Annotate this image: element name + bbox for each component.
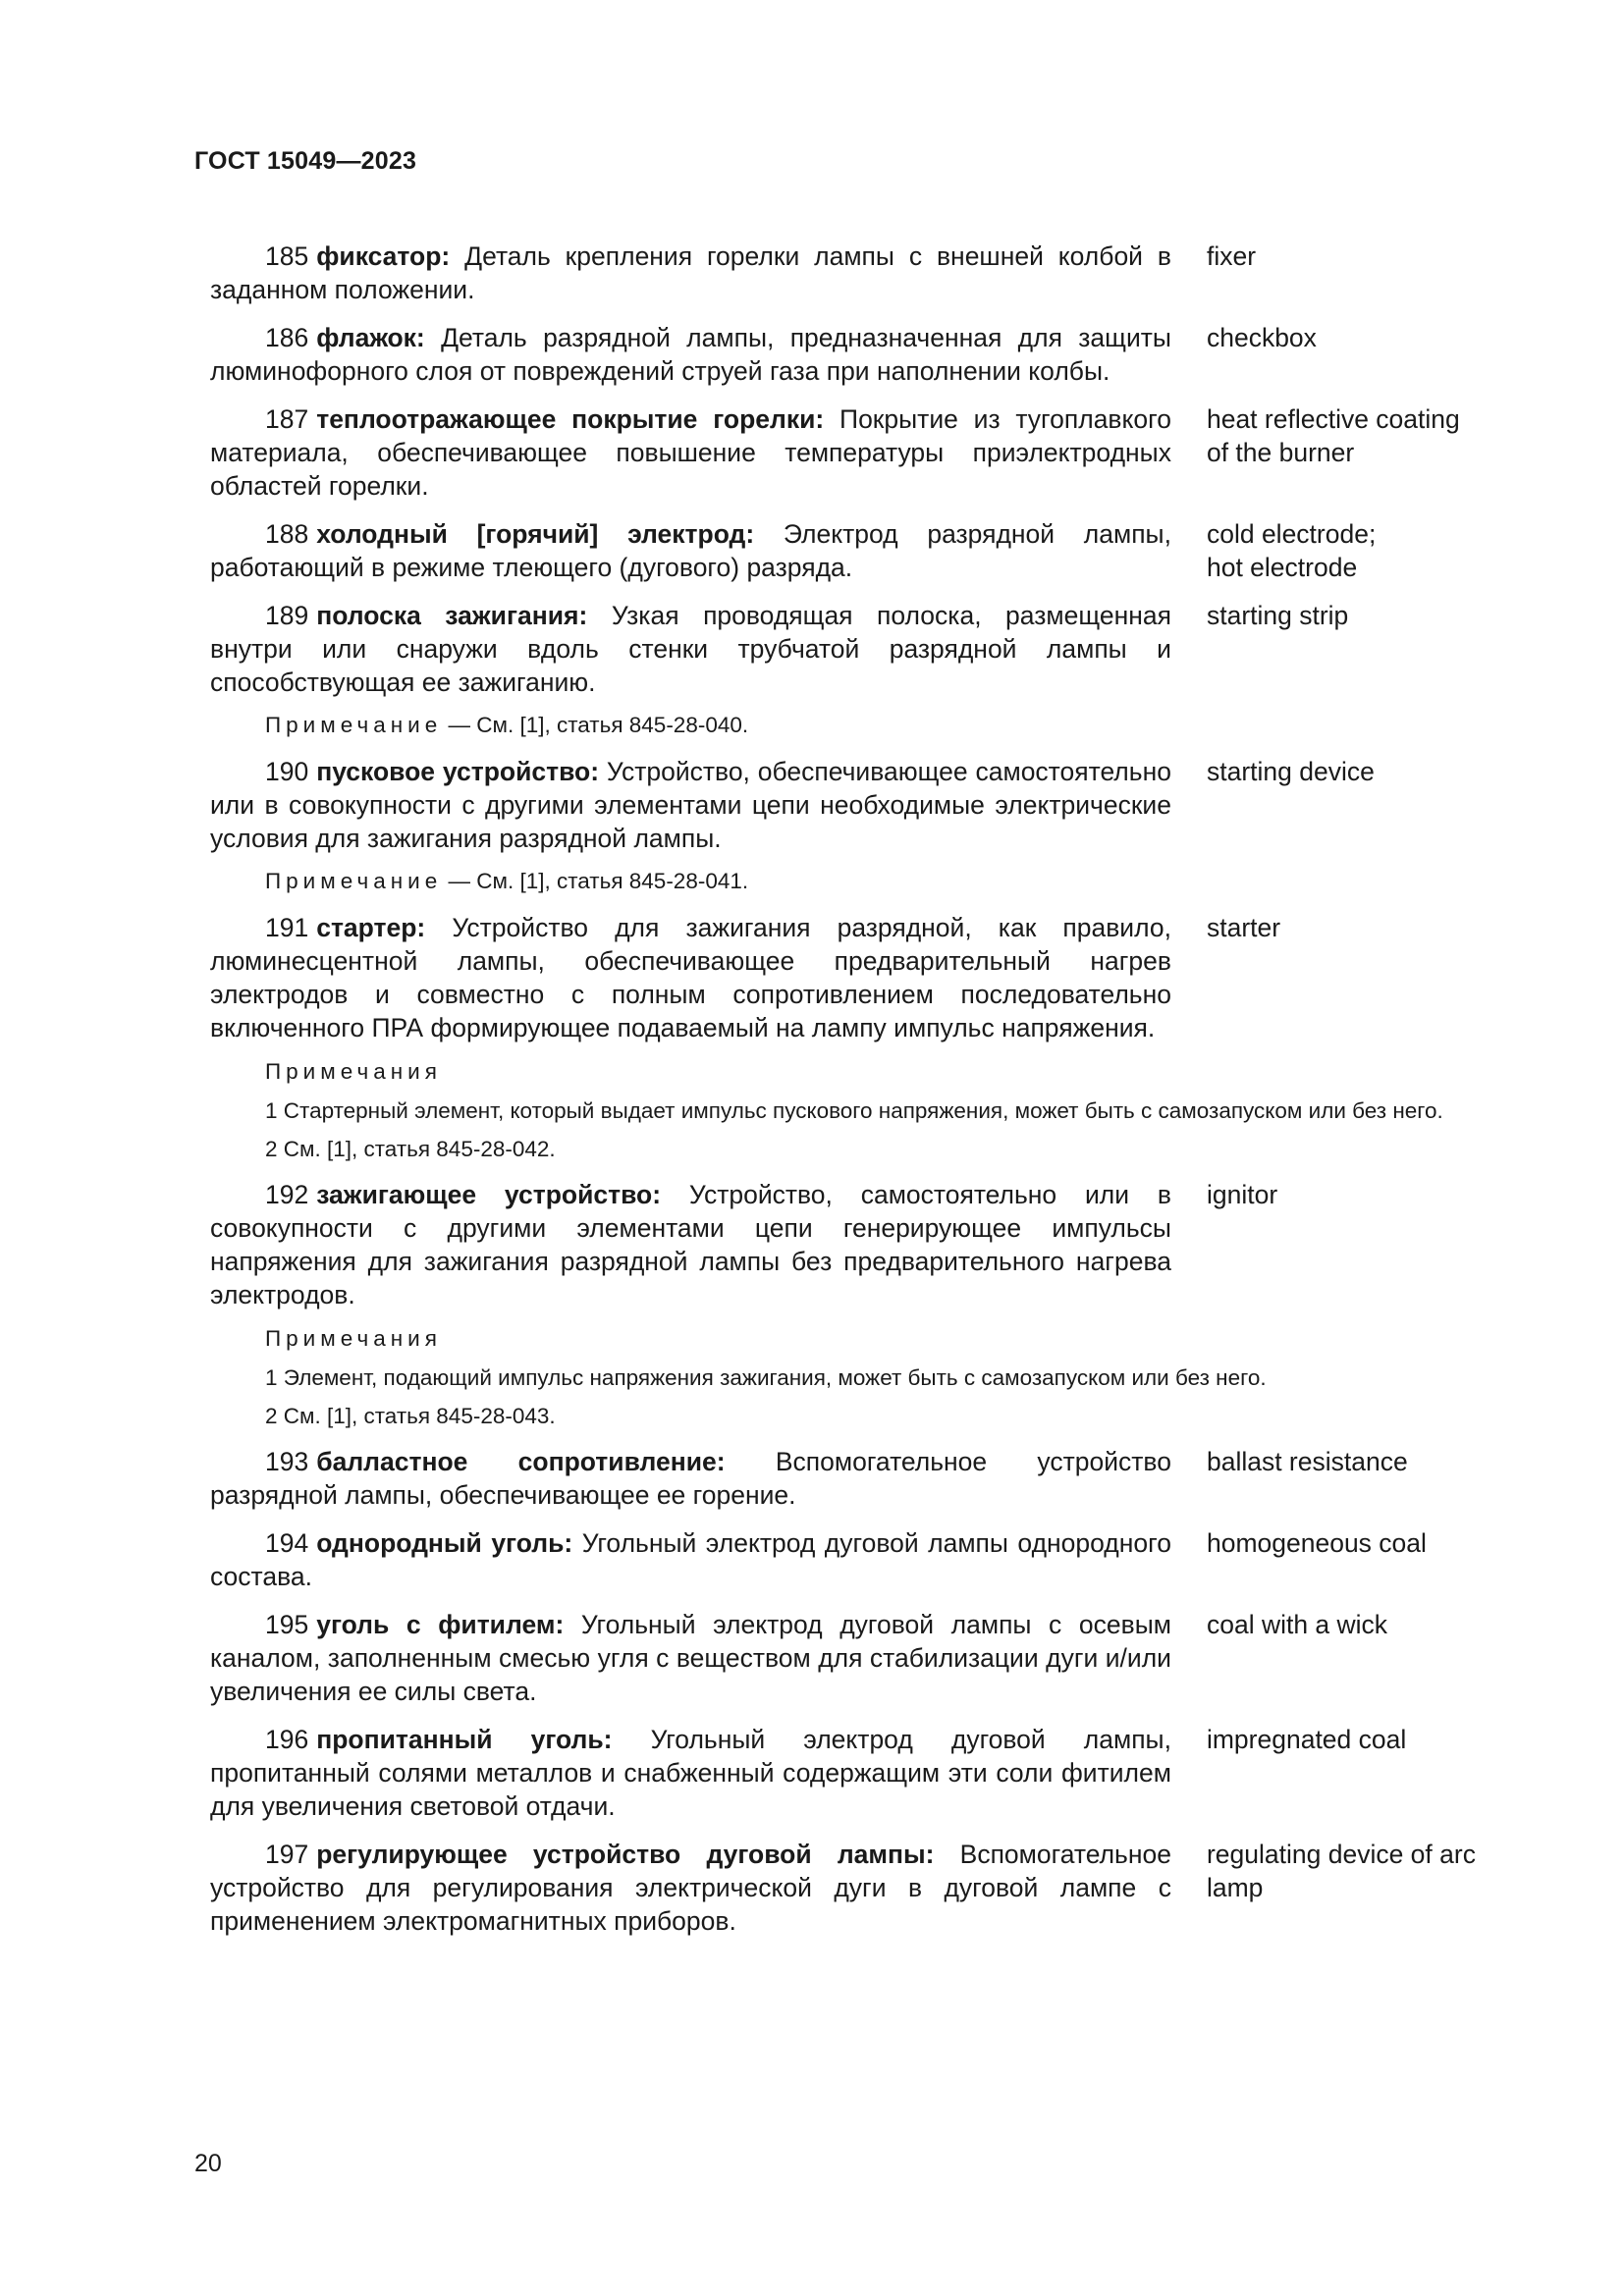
term-text: Покрытие из тугоплавкого материала, обеспечивающее повышение температуры приэлектродных областей горелки. (210, 404, 1171, 501)
term-notes (210, 1324, 1487, 1431)
term-english: starting strip (1206, 601, 1349, 630)
term-entry (210, 1608, 1487, 1708)
term-number: 189 (265, 601, 309, 630)
term-english: heat reflective coating of the burner (1206, 404, 1460, 467)
term-text: Угольный электрод дуговой лампы с осевым каналом, заполненным смесью угля с веществом для стабилизации дуги и/или увеличения ее силы света. (210, 1610, 1171, 1706)
term-number: 188 (265, 519, 309, 549)
term-text: Деталь крепления горелки лампы с внешней колбой в заданном положении. (210, 241, 1171, 304)
term-name: уголь с фитилем: (316, 1610, 565, 1639)
term-english: coal with a wick (1206, 1610, 1388, 1639)
term-number: 191 (265, 913, 309, 942)
term-text: Устройство для зажигания разрядной, как правило, люминесцентной лампы, обеспечивающее предварительный нагрев электродов и совместно с полным сопротивлением последовательно включенного ПРА формирующее подаваемый на лампу импульс напряжения. (210, 913, 1171, 1042)
term-name: фиксатор: (316, 241, 451, 271)
term-english: ignitor (1206, 1180, 1278, 1209)
term-definition (210, 1838, 1171, 1938)
term-number: 187 (265, 404, 309, 434)
term-definition (210, 1178, 1171, 1311)
term-number: 190 (265, 757, 309, 786)
term-text: Вспомогательное устройство разрядной лампы, обеспечивающее ее горение. (210, 1447, 1171, 1510)
page-header: ГОСТ 15049—2023 (194, 147, 417, 175)
note-item: 2 См. [1], статья 845-28-042. (265, 1137, 556, 1161)
term-entry (210, 1838, 1487, 1938)
term-english: starter (1206, 913, 1281, 942)
term-definition (210, 1608, 1171, 1708)
term-english: homogeneous coal (1206, 1528, 1427, 1558)
term-definition (210, 599, 1171, 699)
term-text: Деталь разрядной лампы, предназначенная для защиты люминофорного слоя от повреждений струей газа при наполнении колбы. (210, 323, 1171, 386)
term-entry (210, 1445, 1487, 1512)
term-english: fixer (1206, 241, 1257, 271)
terms-list (210, 240, 1487, 1952)
term-english: cold electrode; hot electrode (1206, 519, 1377, 582)
note-item: 1 Элемент, подающий импульс напряжения зажигания, может быть с самозапуском или без него. (265, 1365, 1267, 1390)
term-entry (210, 599, 1487, 699)
term-name: однородный уголь: (316, 1528, 573, 1558)
term-name: флажок: (316, 323, 425, 352)
note-item: 1 Стартерный элемент, который выдает импульс пускового напряжения, может быть с самозапуском или без него. (265, 1098, 1443, 1123)
term-text: Устройство, самостоятельно или в совокупности с другими элементами цепи генерирующее импульсы напряжения для зажигания разрядной лампы без предварительного нагрева электродов. (210, 1180, 1171, 1309)
term-entry (210, 1178, 1487, 1311)
term-number: 194 (265, 1528, 309, 1558)
term-definition (210, 1445, 1171, 1512)
term-number: 185 (265, 241, 309, 271)
term-name: балластное сопротивление: (316, 1447, 726, 1476)
term-number: 193 (265, 1447, 309, 1476)
term-english: ballast resistance (1206, 1447, 1408, 1476)
note-label: Примечание (265, 869, 443, 893)
term-number: 192 (265, 1180, 309, 1209)
term-name: холодный [горячий] электрод: (316, 519, 755, 549)
term-definition (210, 517, 1171, 584)
term-english: impregnated coal (1206, 1725, 1407, 1754)
term-entry (210, 240, 1487, 306)
note-text: — См. [1], статья 845-28-041. (448, 869, 749, 893)
notes-title: Примечания (265, 1059, 442, 1084)
term-name: пропитанный уголь: (316, 1725, 613, 1754)
term-english: starting device (1206, 757, 1375, 786)
term-english: regulating device of arc lamp (1206, 1840, 1476, 1902)
term-name: пусковое устройство: (316, 757, 600, 786)
term-name: теплоотражающее покрытие горелки: (316, 404, 825, 434)
term-definition (210, 911, 1171, 1044)
term-number: 186 (265, 323, 309, 352)
term-text: Вспомогательное устройство для регулирования электрической дуги в дуговой лампе с применением электромагнитных приборов. (210, 1840, 1171, 1936)
term-name: стартер: (316, 913, 426, 942)
term-definition (210, 402, 1171, 503)
term-entry (210, 517, 1487, 584)
term-text: Угольный электрод дуговой лампы однородного состава. (210, 1528, 1171, 1591)
term-definition (210, 1723, 1171, 1823)
term-note (265, 867, 1487, 896)
page-number: 20 (194, 2150, 222, 2177)
term-note (265, 711, 1487, 740)
note-text: — См. [1], статья 845-28-040. (448, 713, 749, 737)
term-text: Узкая проводящая полоска, размещенная внутри или снаружи вдоль стенки трубчатой разрядной лампы и способствующая ее зажиганию. (210, 601, 1171, 697)
term-definition (210, 321, 1171, 388)
term-number: 196 (265, 1725, 309, 1754)
note-label: Примечание (265, 713, 443, 737)
term-english: checkbox (1206, 323, 1317, 352)
term-text: Угольный электрод дуговой лампы, пропитанный солями металлов и снабженный содержащим эти соли фитилем для увеличения световой отдачи. (210, 1725, 1171, 1821)
term-entry (210, 911, 1487, 1044)
term-notes (210, 1057, 1487, 1164)
term-entry (210, 1526, 1487, 1593)
note-item: 2 См. [1], статья 845-28-043. (265, 1404, 556, 1428)
term-definition (210, 240, 1171, 306)
term-number: 195 (265, 1610, 309, 1639)
term-entry (210, 402, 1487, 503)
term-entry (210, 1723, 1487, 1823)
term-text: Электрод разрядной лампы, работающий в режиме тлеющего (дугового) разряда. (210, 519, 1171, 582)
term-text: Устройство, обеспечивающее самостоятельно или в совокупности с другими элементами цепи необходимые электрические условия для зажигания разрядной лампы. (210, 757, 1171, 853)
term-entry (210, 321, 1487, 388)
term-number: 197 (265, 1840, 309, 1869)
term-name: регулирующее устройство дуговой лампы: (316, 1840, 935, 1869)
term-definition (210, 1526, 1171, 1593)
term-entry (210, 755, 1487, 855)
notes-title: Примечания (265, 1326, 442, 1351)
term-name: полоска зажигания: (316, 601, 588, 630)
term-definition (210, 755, 1171, 855)
term-name: зажигающее устройство: (316, 1180, 662, 1209)
